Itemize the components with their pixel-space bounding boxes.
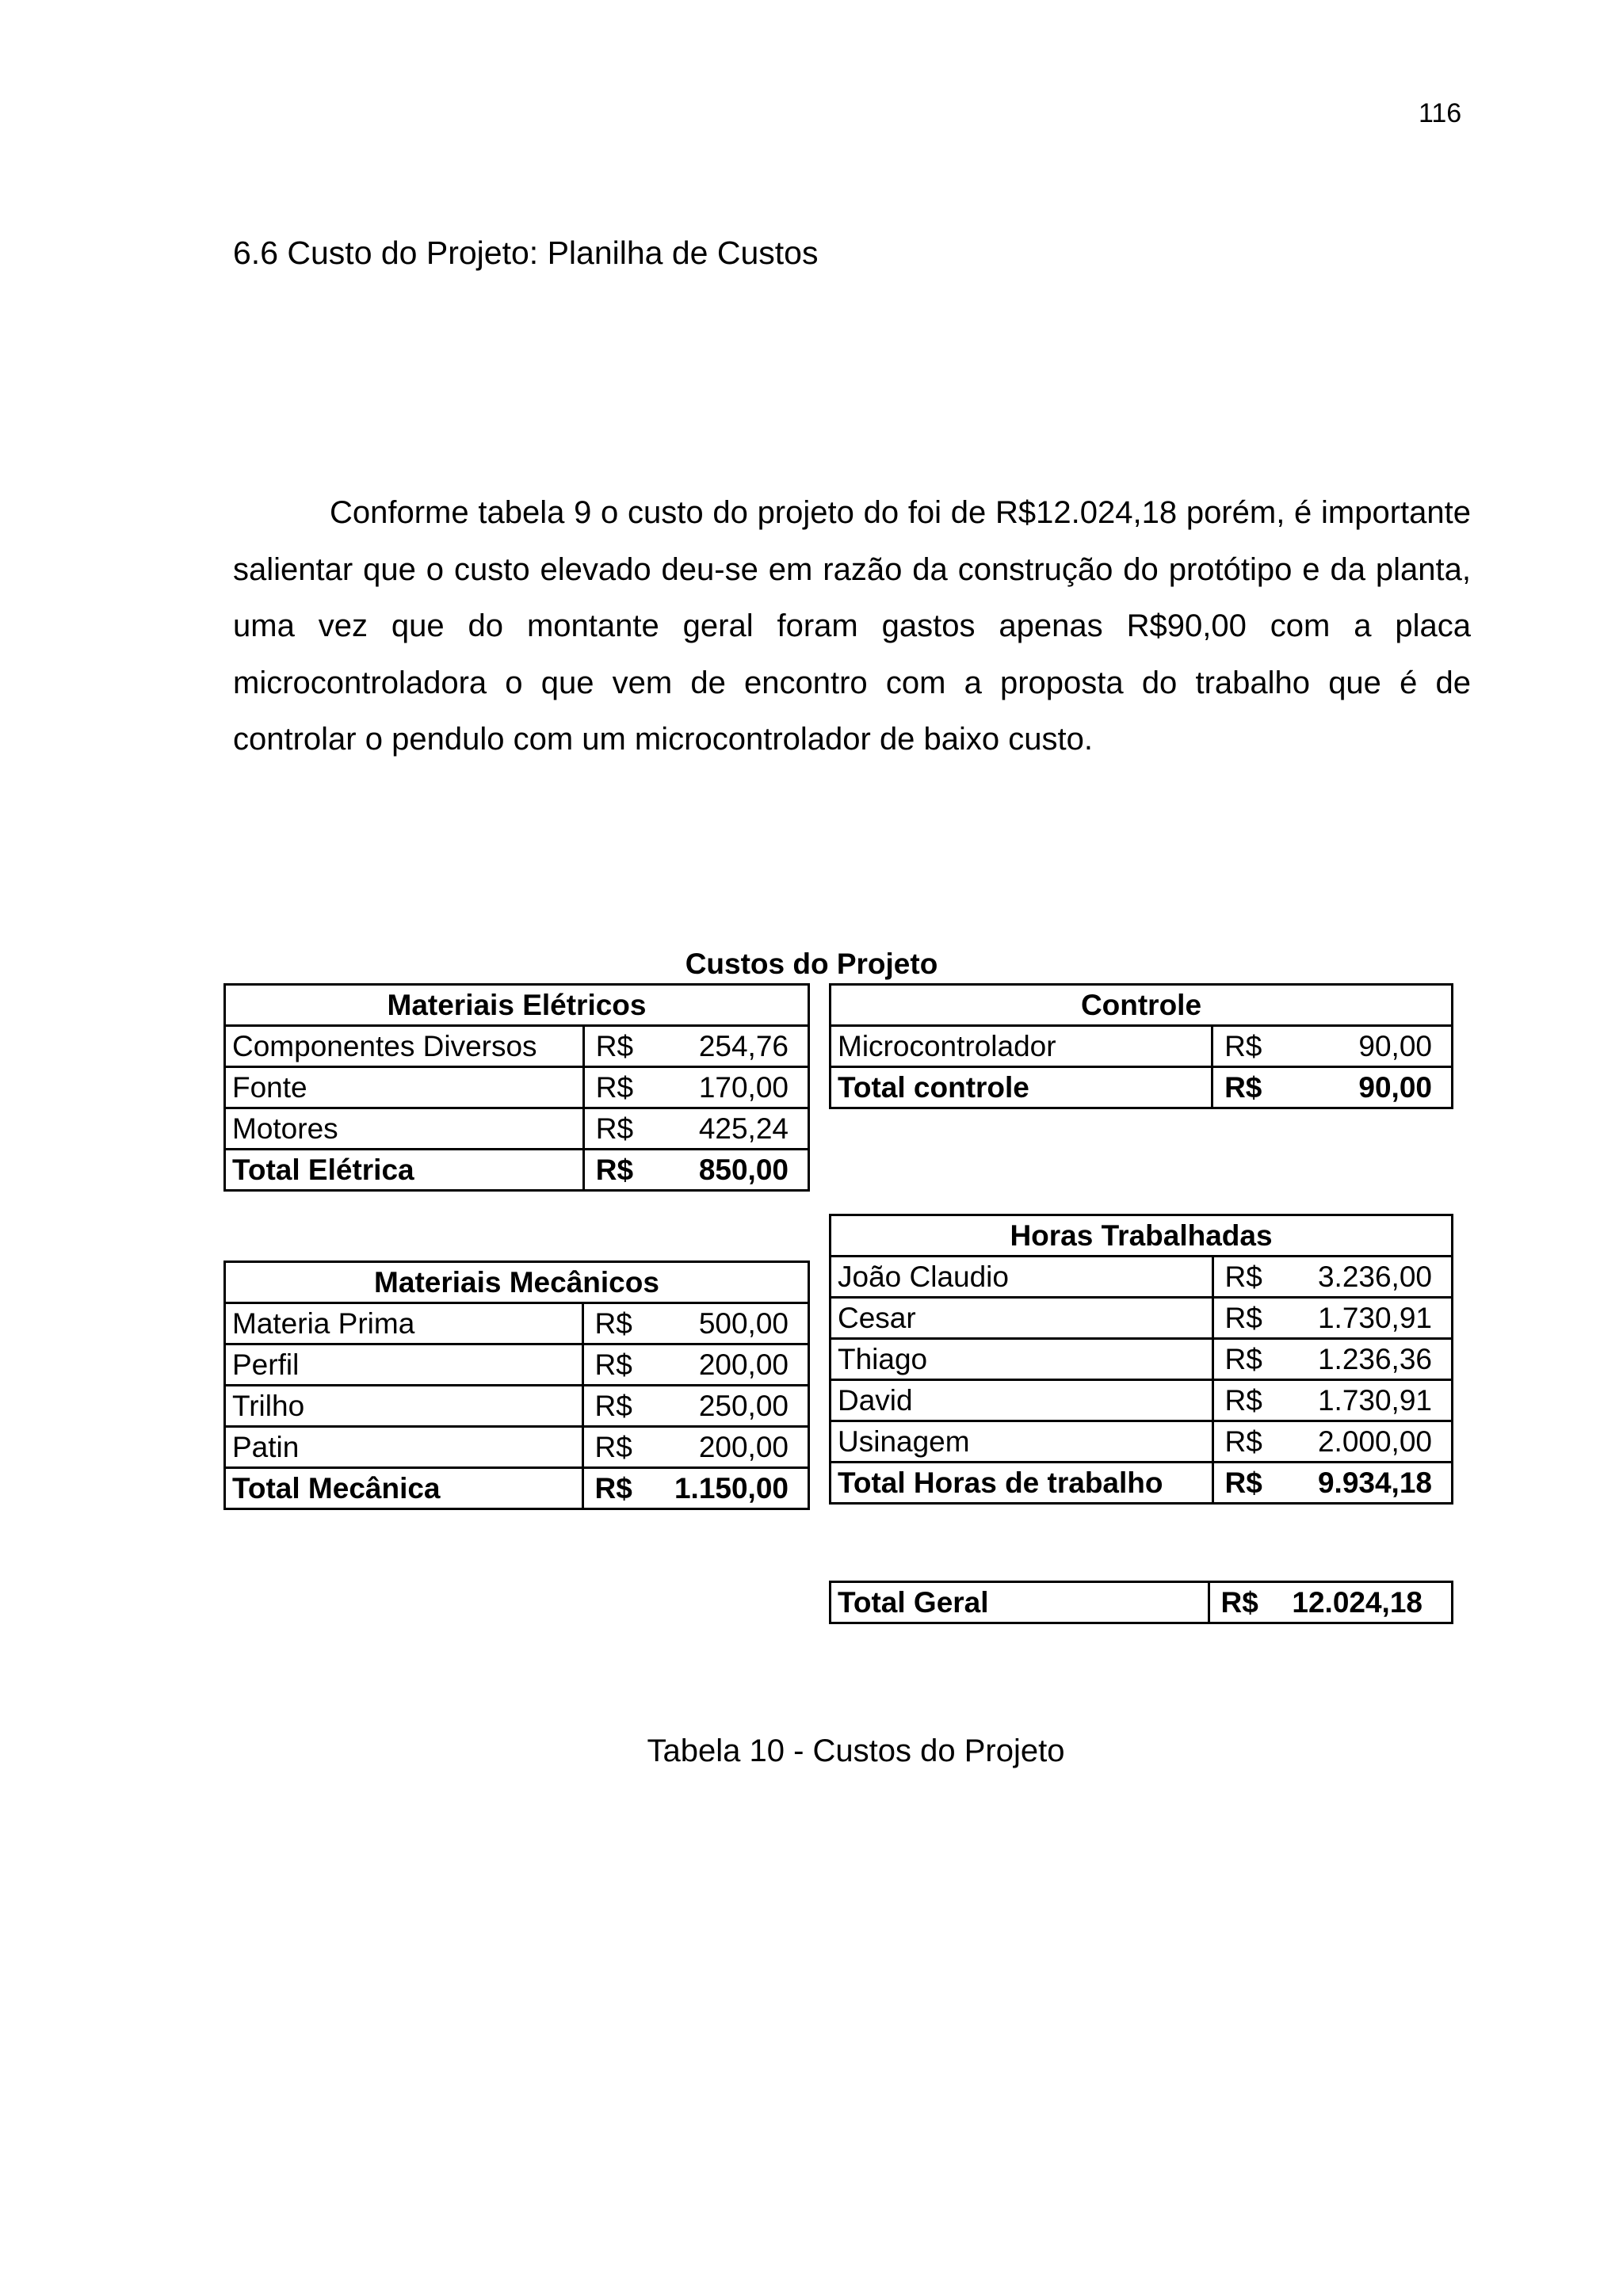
row-value: 254,76 <box>656 1026 809 1067</box>
currency-symbol: R$ <box>1212 1380 1289 1421</box>
row-value: 1.236,36 <box>1289 1339 1452 1380</box>
total-value: 1.150,00 <box>655 1468 809 1509</box>
total-value: 9.934,18 <box>1289 1463 1452 1504</box>
page-number: 116 <box>1419 98 1462 128</box>
table-row <box>831 1421 1453 1463</box>
table-header: Materiais Elétricos <box>225 985 809 1026</box>
currency-symbol: R$ <box>583 1026 655 1067</box>
row-value: 1.730,91 <box>1289 1380 1452 1421</box>
currency-symbol: R$ <box>582 1303 655 1344</box>
table-row <box>831 1026 1453 1067</box>
total-value: 850,00 <box>656 1150 809 1191</box>
row-label: João Claudio <box>831 1257 1213 1298</box>
row-label: Materia Prima <box>225 1303 583 1344</box>
total-label: Total Horas de trabalho <box>831 1463 1213 1504</box>
currency-symbol: R$ <box>583 1150 655 1191</box>
currency-symbol: R$ <box>1212 1298 1289 1339</box>
table-row <box>831 1339 1453 1380</box>
section-title: 6.6 Custo do Projeto: Planilha de Custos <box>233 235 819 271</box>
currency-symbol: R$ <box>1209 1582 1285 1623</box>
table-row <box>225 1108 809 1150</box>
total-label: Total Mecânica <box>225 1468 583 1509</box>
row-value: 3.236,00 <box>1289 1257 1452 1298</box>
row-value: 200,00 <box>655 1344 809 1386</box>
currency-symbol: R$ <box>1212 1463 1289 1504</box>
body-paragraph <box>233 485 1471 769</box>
table-row <box>831 1380 1453 1421</box>
table-caption: Tabela 10 - Custos do Projeto <box>647 1733 1065 1768</box>
currency-symbol: R$ <box>582 1344 655 1386</box>
total-row <box>225 1468 809 1509</box>
row-value: 500,00 <box>655 1303 809 1344</box>
row-label: Microcontrolador <box>831 1026 1212 1067</box>
table-row <box>831 1298 1453 1339</box>
currency-symbol: R$ <box>583 1067 655 1108</box>
figure-title: Custos do Projeto <box>685 948 938 980</box>
table-row <box>831 1257 1453 1298</box>
table-row <box>225 1303 809 1344</box>
row-value: 1.730,91 <box>1289 1298 1452 1339</box>
row-label: Patin <box>225 1427 583 1468</box>
table-row <box>225 1026 809 1067</box>
table-row <box>225 1427 809 1468</box>
total-label: Total controle <box>831 1067 1212 1108</box>
table-header: Controle <box>831 985 1453 1026</box>
paragraph-text: Conforme tabela 9 o custo do projeto do foi de R$12.024,18 porém, é importante salientar que o custo elevado deu-se em razão da construção do protótipo e da planta, uma vez que do montante geral foram gastos apenas R$90,00 com a placa microcontroladora o que vem de encontro com a proposta do trabalho que é de controlar o pendulo com um microcontrolador de baixo custo. <box>233 495 1471 757</box>
row-value: 170,00 <box>656 1067 809 1108</box>
row-value: 425,24 <box>656 1108 809 1150</box>
row-label: Trilho <box>225 1386 583 1427</box>
currency-symbol: R$ <box>583 1108 655 1150</box>
table-row <box>225 1386 809 1427</box>
row-value: 200,00 <box>655 1427 809 1468</box>
total-label: Total Geral <box>831 1582 1209 1623</box>
row-value: 90,00 <box>1289 1026 1452 1067</box>
table-total-geral <box>829 1581 1453 1624</box>
row-label: Cesar <box>831 1298 1213 1339</box>
table-header: Materiais Mecânicos <box>225 1262 809 1303</box>
row-label: Fonte <box>225 1067 584 1108</box>
currency-symbol: R$ <box>1212 1257 1289 1298</box>
total-row <box>831 1463 1453 1504</box>
row-label: Motores <box>225 1108 584 1150</box>
currency-symbol: R$ <box>1212 1421 1289 1463</box>
total-row <box>831 1582 1453 1623</box>
currency-symbol: R$ <box>1212 1026 1290 1067</box>
table-row <box>225 1344 809 1386</box>
row-label: Componentes Diversos <box>225 1026 584 1067</box>
table-horas-trabalhadas <box>829 1214 1453 1505</box>
total-value: 90,00 <box>1289 1067 1452 1108</box>
table-header: Horas Trabalhadas <box>831 1215 1453 1257</box>
table-controle <box>829 983 1453 1109</box>
row-label: Thiago <box>831 1339 1213 1380</box>
row-label: Usinagem <box>831 1421 1213 1463</box>
row-label: Perfil <box>225 1344 583 1386</box>
currency-symbol: R$ <box>1212 1339 1289 1380</box>
table-materiais-mecanicos <box>223 1261 810 1510</box>
currency-symbol: R$ <box>582 1468 655 1509</box>
row-label: David <box>831 1380 1213 1421</box>
currency-symbol: R$ <box>1212 1067 1290 1108</box>
row-value: 250,00 <box>655 1386 809 1427</box>
currency-symbol: R$ <box>582 1386 655 1427</box>
total-value: 12.024,18 <box>1285 1582 1452 1623</box>
total-row <box>831 1067 1453 1108</box>
total-row <box>225 1150 809 1191</box>
table-materiais-eletricos <box>223 983 810 1192</box>
table-row <box>225 1067 809 1108</box>
row-value: 2.000,00 <box>1289 1421 1452 1463</box>
currency-symbol: R$ <box>582 1427 655 1468</box>
total-label: Total Elétrica <box>225 1150 584 1191</box>
